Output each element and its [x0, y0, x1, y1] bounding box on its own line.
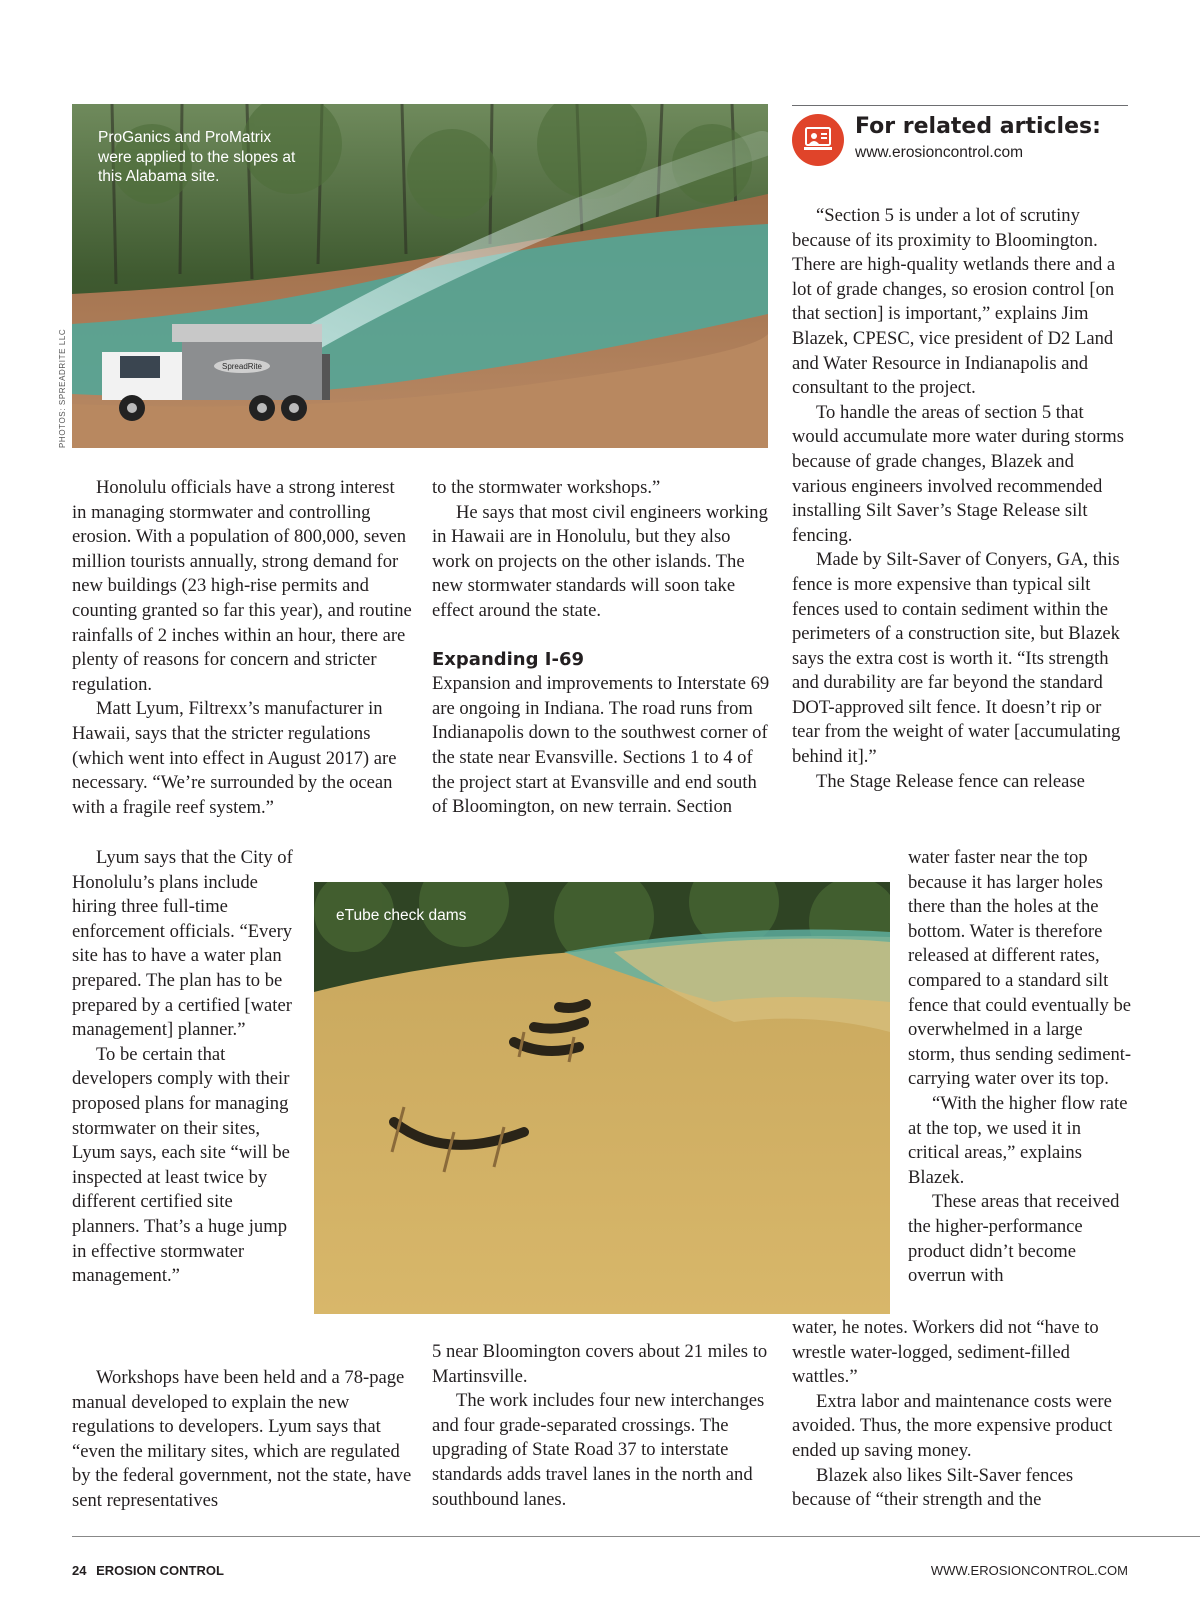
paragraph: The work includes four new interchanges and four grade-separated crossings. The upgrading of State Road 37 to interstate standards adds travel lanes in the north and southbound lanes. — [432, 1390, 765, 1510]
paragraph: To handle the areas of section 5 that would accumulate more water during storms because of grade changes, Blazek and various engineers involved recommended installing Silt Saver’s Stage Release silt fencing. — [792, 401, 1125, 546]
paragraph: The Stage Release fence can release — [816, 770, 1085, 792]
photo-caption-etube: eTube check dams — [336, 907, 467, 924]
footer-website[interactable]: WWW.EROSIONCONTROL.COM — [930, 1563, 1128, 1578]
column-2-top — [432, 476, 772, 820]
column-3-top — [792, 204, 1132, 794]
paragraph: He says that most civil engineers working in Hawaii are in Honolulu, but they also work on projects on the other islands. The new stormwater standards will soon take effect around the state. — [432, 501, 768, 621]
reader-computer-icon — [792, 114, 844, 166]
paragraph: to the stormwater workshops.” — [432, 477, 661, 498]
footer-rule — [72, 1536, 1200, 1537]
paragraph: Workshops have been held and a 78-page manual developed to explain the new regulations to developers. Lyum says that “even the military sites, which are regulated by the federal government, not the state, have sent representatives — [72, 1367, 412, 1511]
photo-credit: PHOTOS: SPREADRITE LLC — [58, 328, 67, 448]
photo-caption-alabama-site: ProGanics and ProMatrix were applied to the slopes at this Alabama site. — [98, 129, 296, 185]
paragraph: Blazek also likes Silt-Saver fences because of “their strength and the — [792, 1464, 1074, 1511]
column-3-narrow — [908, 846, 1132, 1289]
column-1-narrow — [72, 846, 294, 1289]
column-1-bottom — [72, 1366, 412, 1514]
paragraph: 5 near Bloomington covers about 21 miles to Martinsville. — [432, 1341, 768, 1387]
paragraph: “With the higher flow rate at the top, we used it in critical areas,” explains Blazek. — [908, 1092, 1128, 1188]
section-heading-expanding-i69: Expanding I-69 — [432, 648, 584, 670]
paragraph: Honolulu officials have a strong interest in managing stormwater and controlling erosion. With a population of 800,000, seven million tourists annually, strong demand for new buildings (23 high-rise permits and counting granted so far this year), and routine rainfalls of 2 inches within an hour, there are plenty of reasons for concern and stricter regulation. — [72, 477, 412, 695]
photo-etube-check-dams — [314, 882, 890, 1314]
paragraph: water faster near the top because it has larger holes there than the holes at the bottom. Water is therefore released at different rates, compared to a standard silt fence that could eventually be overwhelmed in a large storm, thus sending sediment-carrying water over its top. — [908, 847, 1132, 1090]
magazine-name: EROSION CONTROL — [96, 1563, 224, 1578]
column-1-top — [72, 476, 412, 820]
page-number: 24 — [72, 1563, 87, 1578]
paragraph: These areas that received the higher-performance product didn’t become overrun with — [908, 1191, 1120, 1287]
column-2-bottom — [432, 1340, 772, 1512]
paragraph: “Section 5 is under a lot of scrutiny because of its proximity to Bloomington. There are high-quality wetlands there and a lot of grade changes, so erosion control [on that section] is important,” explains Jim Blazek, CPESC, vice president of D2 Land and Water Resource in Indianapolis and consultant to the project. — [792, 205, 1116, 399]
check-dams-photo-art — [314, 882, 890, 1314]
column-3-bottom — [792, 1316, 1132, 1513]
paragraph: Extra labor and maintenance costs were avoided. Thus, the more expensive product ended up saving money. — [792, 1390, 1113, 1461]
related-articles-url[interactable]: www.erosioncontrol.com — [855, 144, 1023, 161]
paragraph: Lyum says that the City of Honolulu’s plans include hiring three full-time enforcement officials. “Every site has to have a water plan prepared. The plan has to be prepared by a certified [water management] planner.” — [72, 847, 293, 1041]
truck-logo-text: SpreadRite — [221, 362, 263, 371]
paragraph: To be certain that developers comply with their proposed plans for managing stormwater on their sites, Lyum says, each site “will be inspected at least twice by different certified site planners. That’s a huge jump in effective stormwater management.” — [72, 1043, 290, 1287]
paragraph: Made by Silt-Saver of Conyers, GA, this fence is more expensive than typical silt fences used to contain sediment within the perimeters of a construction site, but Blazek says the extra cost is worth it. “Its strength and durability are far beyond the standard DOT-approved silt fence. It doesn’t rip or tear from the weight of water [accumulating behind it].” — [792, 549, 1121, 768]
paragraph: Expansion and improvements to Interstate 69 are ongoing in Indiana. The road runs from Indianapolis down to the southwest corner of the state near Evansville. Sections 1 to 4 of the project start at Evansville and end south of Bloomington, on new terrain. Section — [432, 673, 770, 818]
paragraph: water, he notes. Workers did not “have to wrestle water-logged, sediment-filled wattles.” — [792, 1317, 1099, 1388]
related-articles-title: For related articles: — [855, 114, 1101, 139]
related-articles-box — [792, 112, 1128, 172]
footer-left — [72, 1563, 224, 1578]
paragraph: Matt Lyum, Filtrexx’s manufacturer in Hawaii, says that the stricter regulations (which went into effect in August 2017) are necessary. “We’re surrounded by the ocean with a fragile reef system.” — [72, 698, 397, 818]
related-articles-rule — [792, 105, 1128, 106]
